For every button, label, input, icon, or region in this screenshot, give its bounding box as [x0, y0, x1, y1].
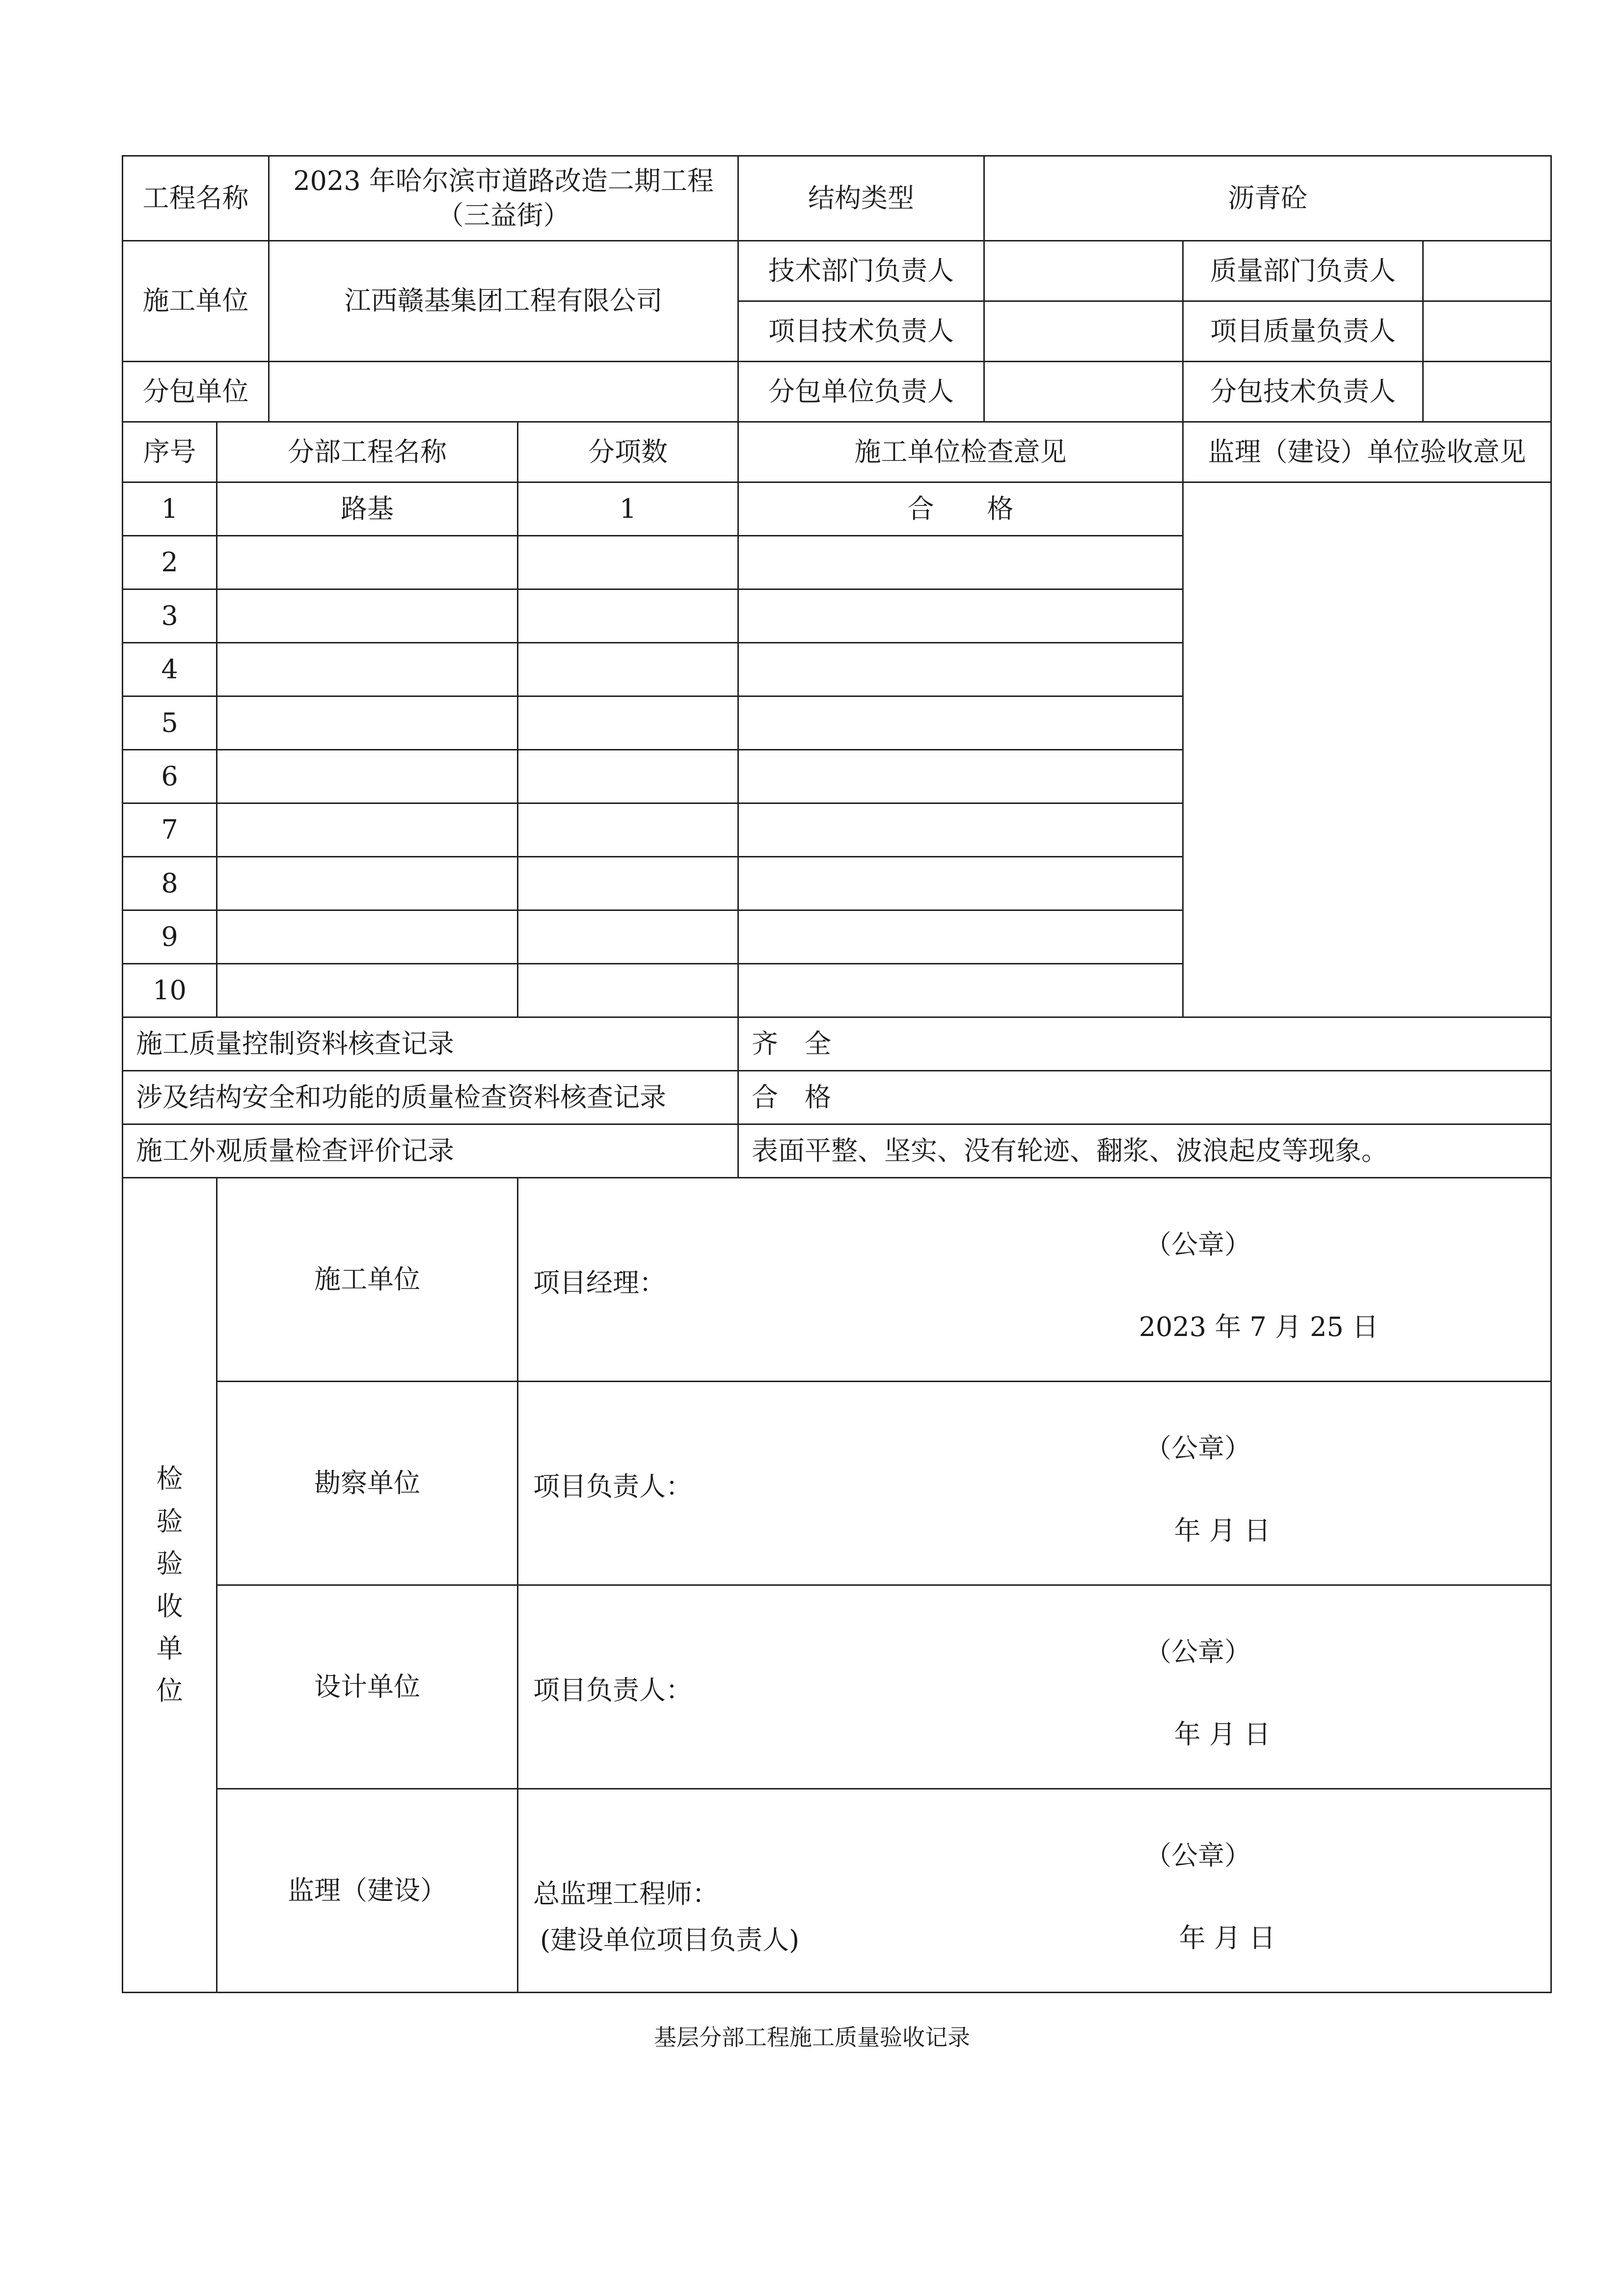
project-tech-head-value	[984, 301, 1183, 362]
unit-name: 勘察单位	[217, 1382, 518, 1585]
structure-type-label: 结构类型	[738, 156, 984, 241]
row-contractor-opinion	[738, 643, 1183, 696]
vertical-char: 收	[156, 1590, 183, 1622]
row-no: 2	[123, 536, 217, 589]
project-row	[123, 156, 1551, 241]
row-subitem-count: 1	[518, 482, 738, 536]
row-contractor-opinion: 合 格	[738, 482, 1183, 536]
header-contractor-opinion: 施工单位检查意见	[738, 422, 1183, 482]
row-division-name	[217, 589, 518, 643]
supervision-opinion-cell	[1183, 482, 1551, 1017]
record-row	[123, 1124, 1551, 1178]
row-subitem-count	[518, 536, 738, 589]
row-no: 10	[123, 964, 217, 1017]
signer-role: 项目负责人：	[533, 1675, 692, 1706]
signature-row-contractor	[123, 1178, 1551, 1382]
items-header-row	[123, 422, 1551, 482]
quality-dept-head-label: 质量部门负责人	[1183, 241, 1423, 301]
signer-role: 项目经理：	[533, 1267, 666, 1298]
acceptance-form-table	[122, 155, 1552, 1993]
record-value: 合 格	[738, 1071, 1551, 1124]
row-division-name	[217, 643, 518, 696]
record-label: 施工外观质量检查评价记录	[123, 1124, 738, 1178]
row-division-name	[217, 803, 518, 857]
vertical-char: 单	[156, 1632, 183, 1664]
signature-cell	[518, 1178, 1551, 1382]
vertical-char: 验	[156, 1505, 183, 1537]
stamp-placeholder: （公章）	[1145, 1229, 1251, 1260]
tech-dept-head-label: 技术部门负责人	[738, 241, 984, 301]
sign-date: 年 月 日	[1174, 1719, 1271, 1750]
vertical-char: 验	[156, 1548, 183, 1579]
signer-role-note: (建设单位项目负责人)	[540, 1924, 800, 1955]
row-no: 4	[123, 643, 217, 696]
record-value: 表面平整、坚实、没有轮迹、翻浆、波浪起皮等现象。	[738, 1124, 1551, 1178]
row-contractor-opinion	[738, 910, 1183, 964]
vertical-char: 检	[156, 1463, 183, 1495]
contractor-row-1	[123, 241, 1551, 301]
row-subitem-count	[518, 696, 738, 750]
subcontractor-head-value	[984, 362, 1183, 422]
row-contractor-opinion	[738, 536, 1183, 589]
signature-row-design	[123, 1585, 1551, 1789]
row-subitem-count	[518, 910, 738, 964]
contractor-label: 施工单位	[123, 241, 269, 362]
row-contractor-opinion	[738, 964, 1183, 1017]
unit-name: 设计单位	[217, 1585, 518, 1789]
signature-cell	[518, 1585, 1551, 1789]
row-no: 1	[123, 482, 217, 536]
record-row	[123, 1071, 1551, 1124]
row-division-name	[217, 964, 518, 1017]
header-no: 序号	[123, 422, 217, 482]
row-subitem-count	[518, 857, 738, 910]
row-no: 6	[123, 750, 217, 803]
project-quality-head-label: 项目质量负责人	[1183, 301, 1423, 362]
record-value: 齐 全	[738, 1017, 1551, 1071]
project-tech-head-label: 项目技术负责人	[738, 301, 984, 362]
signature-row-supervision	[123, 1789, 1551, 1993]
signer-role: 项目负责人：	[533, 1471, 692, 1502]
quality-dept-head-value	[1423, 241, 1551, 301]
table-row	[123, 482, 1551, 536]
row-contractor-opinion	[738, 696, 1183, 750]
row-division-name	[217, 536, 518, 589]
unit-name: 施工单位	[217, 1178, 518, 1382]
signature-row-survey	[123, 1382, 1551, 1585]
row-no: 3	[123, 589, 217, 643]
signer-role: 总监理工程师：	[533, 1878, 719, 1909]
inspection-units-label	[123, 1178, 217, 1993]
tech-dept-head-value	[984, 241, 1183, 301]
subcontractor-label: 分包单位	[123, 362, 269, 422]
unit-name: 监理（建设）	[217, 1789, 518, 1993]
sign-date: 年 月 日	[1174, 1515, 1271, 1546]
sign-date: 年 月 日	[1179, 1922, 1276, 1953]
form-caption: 基层分部工程施工质量验收记录	[654, 2024, 970, 2051]
row-subitem-count	[518, 964, 738, 1017]
project-name-line2: （三益街）	[437, 200, 570, 231]
structure-type-value: 沥青砼	[984, 156, 1551, 241]
record-label: 施工质量控制资料核查记录	[123, 1017, 738, 1071]
project-quality-head-value	[1423, 301, 1551, 362]
row-subitem-count	[518, 643, 738, 696]
signature-cell	[518, 1382, 1551, 1585]
row-division-name	[217, 750, 518, 803]
row-contractor-opinion	[738, 589, 1183, 643]
row-no: 9	[123, 910, 217, 964]
stamp-placeholder: （公章）	[1145, 1636, 1251, 1667]
row-division-name: 路基	[217, 482, 518, 536]
stamp-placeholder: （公章）	[1145, 1433, 1251, 1464]
record-label: 涉及结构安全和功能的质量检查资料核查记录	[123, 1071, 738, 1124]
sign-date: 2023 年 7 月 25 日	[1138, 1311, 1379, 1342]
row-contractor-opinion	[738, 857, 1183, 910]
inspection-units-label-text	[157, 1458, 183, 1712]
row-subitem-count	[518, 589, 738, 643]
project-name-line1: 2023 年哈尔滨市道路改造二期工程	[293, 165, 714, 196]
subcontractor-tech-head-label: 分包技术负责人	[1183, 362, 1423, 422]
row-division-name	[217, 857, 518, 910]
header-division-name: 分部工程名称	[217, 422, 518, 482]
record-row	[123, 1017, 1551, 1071]
row-no: 7	[123, 803, 217, 857]
signature-cell	[518, 1789, 1551, 1993]
contractor-value: 江西赣基集团工程有限公司	[269, 241, 738, 362]
header-supervision-opinion: 监理（建设）单位验收意见	[1183, 422, 1551, 482]
subcontractor-value	[269, 362, 738, 422]
row-division-name	[217, 696, 518, 750]
stamp-placeholder: （公章）	[1145, 1840, 1251, 1871]
header-subitem-count: 分项数	[518, 422, 738, 482]
subcontractor-head-label: 分包单位负责人	[738, 362, 984, 422]
vertical-char: 位	[156, 1675, 183, 1707]
row-contractor-opinion	[738, 750, 1183, 803]
row-no: 8	[123, 857, 217, 910]
row-no: 5	[123, 696, 217, 750]
row-contractor-opinion	[738, 803, 1183, 857]
project-name-value	[269, 156, 738, 241]
subcontractor-tech-head-value	[1423, 362, 1551, 422]
row-subitem-count	[518, 750, 738, 803]
project-name-label: 工程名称	[123, 156, 269, 241]
subcontractor-row	[123, 362, 1551, 422]
row-division-name	[217, 910, 518, 964]
row-subitem-count	[518, 803, 738, 857]
